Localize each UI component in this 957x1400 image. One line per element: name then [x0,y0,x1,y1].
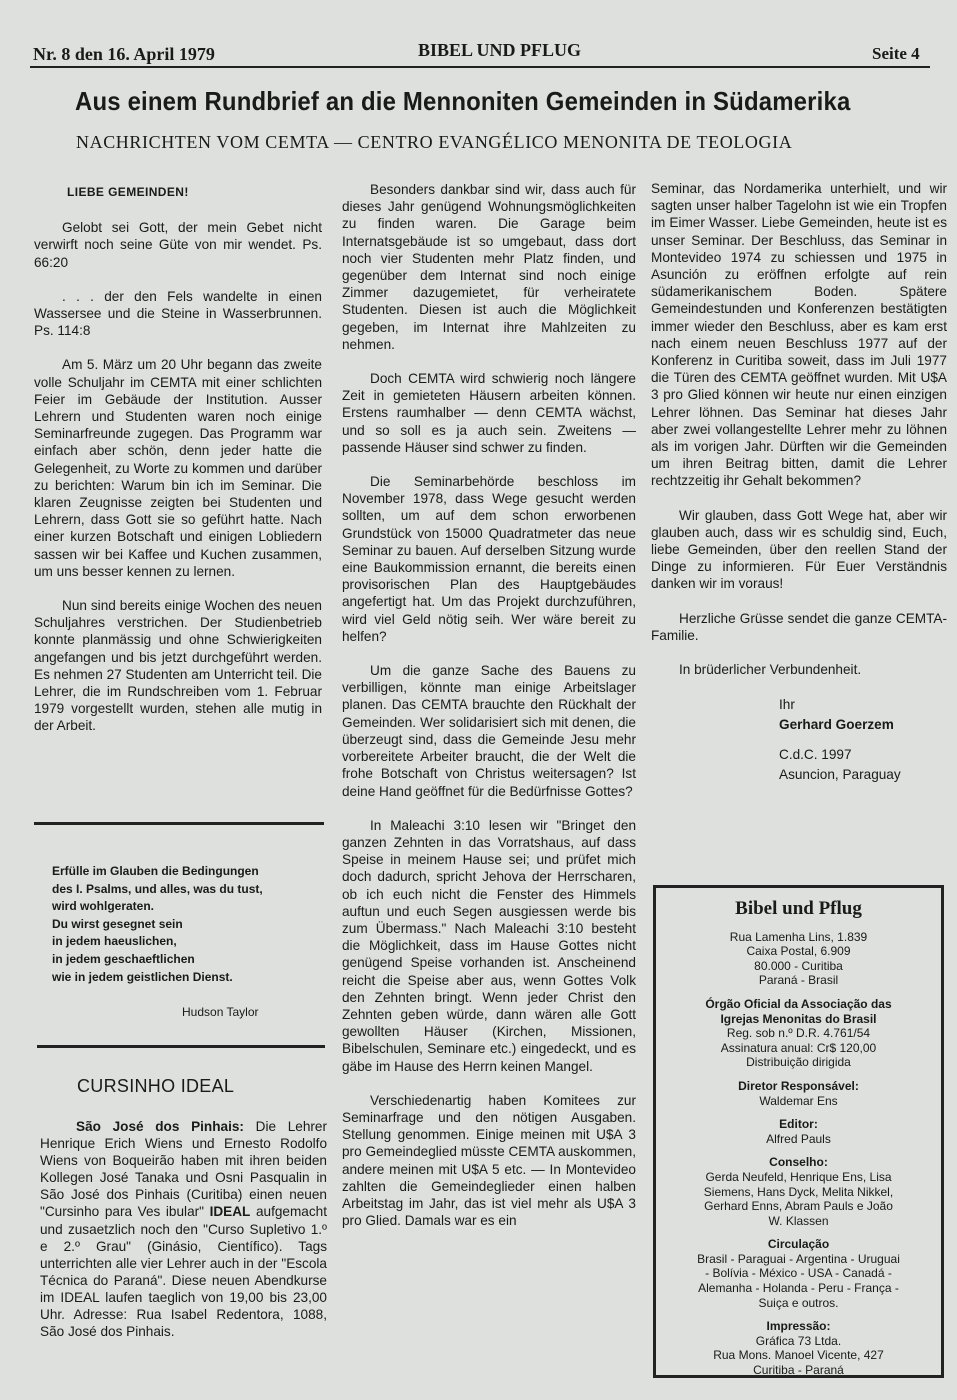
paragraph: Um die ganze Sache des Bauens zu verbilligen, könnte man einige Arbeitslager planen. Das CEMTA brauchte den Rückhalt der Gemeinden. Wer solidarisiert sich mit denen, die überzeugt sind, dass die Gemeinde Jesu mehr vorbereitete Arbeiter braucht, die der Welt die frohe Botschaft von Christus weitersagen? Ist deine Hand geöffnet für die Bedürfnisse Gottes? [342,663,636,799]
article-subtitle: NACHRICHTEN VOM CEMTA — CENTRO EVANGÉLICO MENONITA DE TEOLOGIA [76,132,793,152]
paragraph: Doch CEMTA wird schwierig noch längere Zeit in gemieteten Häusern arbeiten können. Erstens raumhalber — denn CEMTA wächst, und so soll es ja auch sein. Zweitens — passende Häuser sind schwer zu finden. [342,371,636,455]
print-line: Gráfica 73 Ltda. [755,1333,842,1348]
reg-line: Distribuição dirigida [746,1055,851,1070]
reg-line: Assinatura anual: Cr$ 120,00 [720,1040,877,1055]
verse-line: wird wohlgeraten. [52,899,155,914]
imprint-address [656,930,941,988]
signature-name: Gerhard Goerzem [779,717,894,733]
editor-heading: Editor: [779,1117,818,1132]
director-heading: Diretor Responsável: [738,1078,859,1093]
issue-date: Nr. 8 den 16. April 1979 [33,44,215,64]
address-line: Rua Lamenha Lins, 1.839 [729,929,868,944]
article-title: Aus einem Rundbrief an die Mennoniten Gemeinden in Südamerika [75,86,851,116]
circulation-line: Brasil - Paraguai - Argentina - Uruguai [697,1251,900,1266]
paragraph: Verschiedenartig haben Komitees zur Seminarfrage und den nötigen Ausgaben. Stellung genommen. Einige meinen mit U$A 3 pro Gemeindeglied müsste CEMTA auskommen, andere meinen mit U$A 5 etc. — In Montevideo zahlten die Gemeindeglieder einen halben Arbeitstag im Jahr, das ist viel mehr als U$A 3 pro Glied. Damals war es ein [342,1092,636,1229]
verse-box [52,863,322,986]
paragraph: Seminar, das Nordamerika unterhielt, und wir sagten unser halber Tagelohn ist wie ein Tropfen im Eimer Wasser. Liebe Gemeinden, heute ist es unser Seminar. Der Beschluss, das Seminar in Montevideo 1974 zu schiessen und 1975 in Asunción zu eröffnen erfolgte auf rein südamerikanischem Boden. Spätere Gemeindestunden und Konferenzen bestätigten immer wieder den Beschluss, aber es kam erst nach einem neuen Beschluss 1977 auf der Konferenz in Curitiba soweit, dass im Juli 1977 die Türen des CEMTA geöffnet wurden. Mit U$A 3 pro Glied können wir heute nur einen einzigen Lehrer löhnen. Das Seminar hat dieses Jahr aber zwei vollangestellte Lehrer mehr zu löhnen als im vorigen Jahr. Dürften wir die Gemeinden um ihren Beitrag bitten, damit die Lehrer rechtzzeitig ihr Gehalt bekommen? [651,181,947,489]
paragraph: Am 5. März um 20 Uhr begann das zweite volle Schuljahr im CEMTA mit einer schlichten Feier im Gebäude der Institution. Ausser Lehrern und Studenten waren noch einige Seminarfreunde zugegen. Das Programm war einfach aber schön, denn jeder hatte die Gelegenheit, zu Worte zu kommen und darüber zu berichten: Warum bin ich im Seminar. Die klaren Zeugnisse zeigten bei Studenten und Lehrern, dass Gott sie so geführt hatte. Nach einer kurzen Botschaft und einigen Lobliedern sassen wir bei Kaffee und Kuchen zusammen, um uns besser kennen zu lernen. [34,357,322,579]
paragraph: Besonders dankbar sind wir, dass auch für dieses Jahr genügend Wohnungsmöglichkeiten zu finden waren. Die Garage beim Internatsgebäude ist so umgebaut, dass dort noch vier Studenten mehr Platz finden, und gegenüber dem Internat sind noch einige Zimmer dazugemietet, für verheiratete Studenten. Diesen ist auch die Möglichkeit gegeben, im Internat ihre Mahlzeiten zu nehmen. [342,182,636,352]
director-name: Waldemar Ens [759,1093,838,1108]
header-rule [30,66,930,68]
reg-line: Reg. sob n.º D.R. 4.761/54 [726,1026,871,1041]
paragraph: Herzliche Grüsse sendet die ganze CEMTA-Familie. [651,610,947,643]
verse-line: des I. Psalms, und alles, was du tust, [52,881,263,896]
circulation-line: Suiça e outros. [758,1295,839,1310]
paper-name: BIBEL UND PFLUG [418,40,582,60]
council-heading: Conselho: [769,1155,828,1170]
organ-line: Órgão Oficial da Associação das [705,996,892,1011]
imprint-director [656,1079,941,1108]
verse-line: wie in jedem geistlichen Dienst. [52,969,233,984]
ideal-name: IDEAL [209,1204,251,1220]
council-line: Gerhard Enns, Abram Pauls e João [704,1199,893,1214]
council-line: W. Klassen [768,1213,829,1228]
paragraph: Wir glauben, dass Gott Wege hat, aber wir glauben auch, dass wir es schuldig sind, Euch, liebe Gemeinden, über den reellen Stand der Dinge zu informieren. Für Euer Verständnis danken wir im voraus! [651,507,947,592]
print-line: Rua Mons. Manoel Vicente, 427 [713,1348,884,1363]
address-line: 80.000 - Curitiba [754,958,843,973]
signature-city: Asuncion, Paraguay [779,767,901,783]
editor-name: Alfred Pauls [766,1131,831,1146]
print-heading: Impressão: [766,1319,831,1334]
paragraph: . . . der den Fels wandelte in einen Wassersee und die Steine in Wasserbrunnen. Ps. 114:8 [34,288,322,339]
council-line: Siemens, Hans Dyck, Melita Nikkel, [703,1184,894,1199]
verse-line: Erfülle im Glauben die Bedingungen [52,864,259,878]
cursinho-text: Die Lehrer Henrique Erich Wiens und Ernesto Rodolfo Wiens von Boqueirão haben mit ihren beiden Kollegen José Tanaka und Osni Pasqualin in São José dos Pinhais (Curitiba) einen neuen "Cursinho para Ves ibular" [40,1119,327,1220]
imprint-circulation [656,1237,941,1310]
cursinho-heading: CURSINHO IDEAL [77,1076,235,1096]
page-number: Seite 4 [872,44,920,63]
paragraph: Gelobt sei Gott, der mein Gebet nicht verwirft noch seine Güte von mir wendet. Ps. 66:20 [34,220,322,270]
address-line: Paraná - Brasil [758,973,839,988]
council-line: Gerda Neufeld, Henrique Ens, Lisa [705,1169,892,1184]
imprint-organ [656,997,941,1026]
imprint-box [653,885,944,1378]
address-line: Caixa Postal, 6.909 [746,944,851,959]
circulation-heading: Circulação [767,1237,830,1252]
signature [779,695,947,785]
print-line: Curitiba - Paraná [753,1363,844,1378]
imprint-editor [656,1117,941,1146]
paragraph: Nun sind bereits einige Wochen des neuen Schuljahres verstrichen. Der Studienbetrieb konnte planmässig und ohne Schwierigkeiten angefangen und bis jetzt durchgeführt werden. Es nehmen 27 Studenten am Unterricht teil. Die Lehrer, die im Rundschreiben vom 1. Februar 1979 vorgestellt wurden, stehen alle mutig in der Arbeit. [34,598,322,734]
verse-line: Du wirst gesegnet sein [52,916,183,931]
verse-author: Hudson Taylor [182,1005,259,1019]
divider-rule [37,1045,325,1048]
paragraph: In brüderlicher Verbundenheit. [679,662,862,678]
imprint-print [656,1319,941,1377]
verse-line: in jedem geschaeftlichen [52,951,195,966]
salutation: LIEBE GEMEINDEN! [67,185,189,199]
cursinho-article [40,1118,327,1340]
column-1 [34,184,322,752]
circulation-line: - Bolívia - México - USA - Canadá - [705,1266,892,1281]
imprint-registration [656,1026,941,1070]
imprint-council [656,1155,941,1228]
imprint-title: Bibel und Pflug [735,898,862,919]
verse-line: in jedem haeuslichen, [52,934,177,949]
divider-rule [34,822,324,825]
column-3 [651,180,947,785]
paragraph: In Maleachi 3:10 lesen wir "Bringet den ganzen Zehnten in das Vorratshaus, auf dass Speise in meinem Hause sei; und prüfet mich doch dadurch, spricht Jehova der Herrscharen, ob ich euch nicht die Fenster des Himmels auftun und euch Segen ausgiessen werde bis zum Übermass." Nach Maleachi 3:10 besteht die Möglichkeit, dass im Hause Gottes nicht genügend Speise vorhanden ist. Anscheinend reicht die Speise aber aus, wenn Gottes Volk den Zehnten bringt. Wenn jeder Christ den Zehnten geben würde, dann wären alle Gott gewollten Häuser (Kirchen, Missionen, Bibelschulen, Seminare etc.) eingedeckt, und es gäbe im Hause des Herrn keinen Mangel. [342,817,636,1074]
signature-cdc: C.d.C. 1997 [779,747,852,763]
signature-ihr: Ihr [779,697,795,713]
cursinho-text-2: aufgemacht und zusaetzlich noch den "Curso Supletivo 1.º e 2.º Grau" (Ginásio, Científico). Tags unterrichten alle vier Lehrer auch in der "Escola Técnica do Paraná". Diese neuen Abendkurse im IDEAL laufen taeglich von 19,00 bis 23,00 Uhr. Adresse: Rua Isabel Redentora, 1088, São José dos Pinhais. [40,1204,327,1340]
paragraph: Die Seminarbehörde beschloss im November 1978, dass Wege gesucht werden sollten, um auf dem schon erworbenen Grundstück von 15000 Quadratmeter das neue Seminar zu bauen. Auf derselben Sitzung wurde eine Baukommission ernannt, die bereits einen provisorischen Plan des Hauptgebäudes angefertigt hat. Um das Projekt durchzuführen, wird viel Geld nötig seih. Wer wäre bereit zu helfen? [342,474,636,644]
circulation-line: Alemanha - Holanda - Peru - França - [698,1281,899,1296]
organ-line: Igrejas Menonitas do Brasil [720,1011,877,1026]
place-lead: São José dos Pinhais: [76,1119,244,1134]
column-2 [342,181,636,1246]
